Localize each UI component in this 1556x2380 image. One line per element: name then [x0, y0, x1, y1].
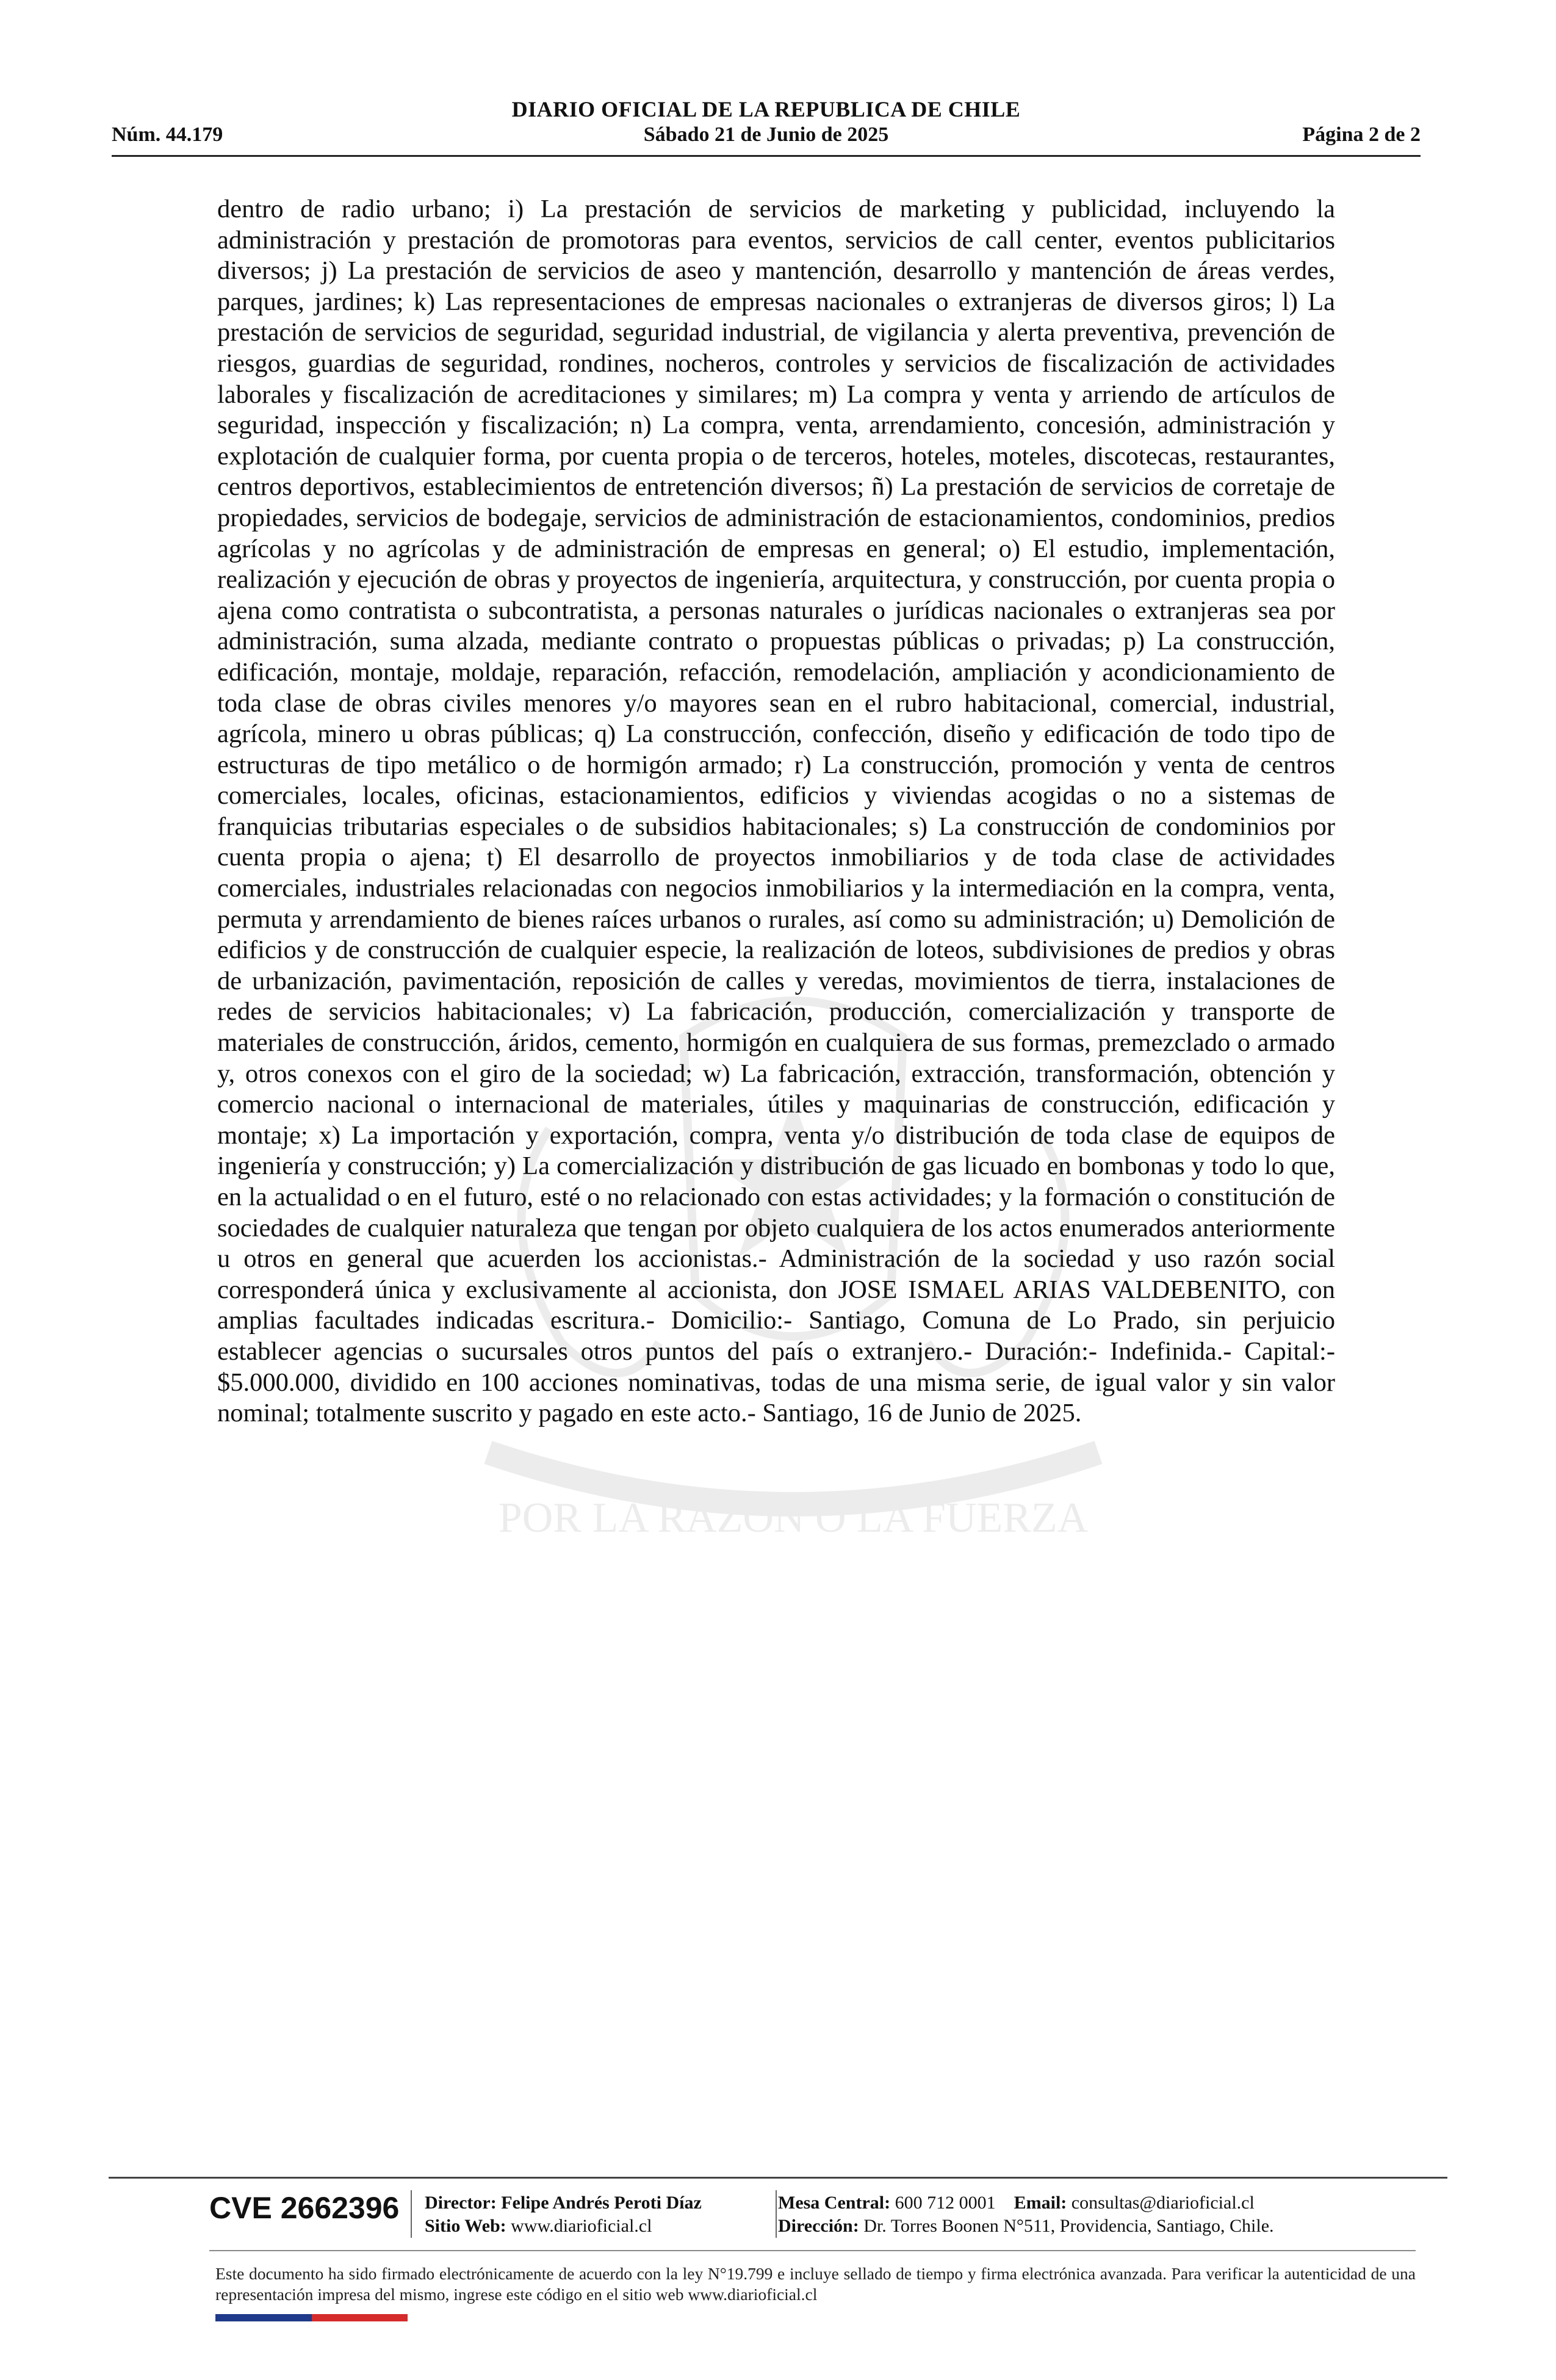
footer-contact-column: [778, 2191, 1274, 2238]
body-paragraph: dentro de radio urbano; i) La prestación de servicios de marketing y publicidad, incluyendo la administración y prestación de promotoras para eventos, servicios de call center, eventos publicitarios diversos; j) La prestación de servicios de aseo y mantención, desarrollo y mantención de áreas verdes, parques, jardines; k) Las representaciones de empresas nacionales o extranjeras de diversos giros; l) La prestación de servicios de seguridad, seguridad industrial, de vigilancia y alerta preventiva, prevención de riesgos, guardias de seguridad, rondines, nocheros, controles y servicios de fiscalización de actividades laborales y fiscalización de acreditaciones y similares; m) La compra y venta y arriendo de artículos de seguridad, inspección y fiscalización; n) La compra, venta, arrendamiento, concesión, administración y explotación de cualquier forma, por cuenta propia o de terceros, hoteles, moteles, discotecas, restaurantes, centros deportivos, establecimientos de entretención diversos; ñ) La prestación de servicios de corretaje de propiedades, servicios de bodegaje, servicios de administración de estacionamientos, condominios, predios agrícolas y no agrícolas y de administración de empresas en general; o) El estudio, implementación, realización y ejecución de obras y proyectos de ingeniería, arquitectura, y construcción, por cuenta propia o ajena como contratista o subcontratista, a personas naturales o jurídicas nacionales o extranjeras sea por administración, suma alzada, mediante contrato o propuestas públicas o privadas; p) La construcción, edificación, montaje, moldaje, reparación, refacción, remodelación, ampliación y acondicionamiento de toda clase de obras civiles menores y/o mayores sean en el rubro habitacional, comercial, industrial, agrícola, minero u obras públicas; q) La construcción, confección, diseño y edificación de todo tipo de estructuras de tipo metálico o de hormigón armado; r) La construcción, promoción y venta de centros comerciales, locales, oficinas, estacionamientos, edificios y viviendas acogidas o no a sistemas de franquicias tributarias especiales o de subsidios habitacionales; s) La construcción de condominios por cuenta propia o ajena; t) El desarrollo de proyectos inmobiliarios y de toda clase de actividades comerciales, industriales relacionadas con negocios inmobiliarios y la intermediación en la compra, venta, permuta y arrendamiento de bienes raíces urbanos o rurales, así como su administración; u) Demolición de edificios y de construcción de cualquier especie, la realización de loteos, subdivisiones de predios y obras de urbanización, pavimentación, reposición de calles y veredas, movimientos de tierra, instalaciones de redes de servicios habitacionales; v) La fabricación, producción, comercialización y transporte de materiales de construcción, áridos, cemento, hormigón en cualquiera de sus formas, premezclado o armado y, otros conexos con el giro de la sociedad; w) La fabricación, extracción, transformación, obtención y comercio nacional o internacional de materiales, útiles y maquinarias de construcción, edificación y montaje; x) La importación y exportación, compra, venta y/o distribución de toda clase de equipos de ingeniería y construcción; y) La comercialización y distribución de gas licuado en bombonas y todo lo que, en la actualidad o en el futuro, esté o no relacionado con estas actividades; y la formación o constitución de sociedades de cualquier naturaleza que tengan por objeto cualquiera de los actos enumerados anteriormente u otros en general que acuerden los accionistas.- Administración de la sociedad y uso razón social corresponderá única y exclusivamente al accionista, don JOSE ISMAEL ARIAS VALDEBENITO, con amplias facultades indicadas escritura.- Domicilio:- Santiago, Comuna de Lo Prado, sin perjuicio establecer agencias o sucursales otros puntos del país o extranjero.- Duración:- Indefinida.- Capital:- $5.000.000, dividido en 100 acciones nominativas, todas de una misma serie, de igual valor y sin valor nominal; totalmente suscrito y pagado en este acto.- Santiago, 16 de Junio de 2025.: [217, 195, 1335, 1428]
page-indicator: Página 2 de 2: [1302, 123, 1421, 146]
site-label: Sitio Web:: [425, 2216, 506, 2236]
watermark-motto: POR LA RAZÓN O LA FUERZA: [498, 1495, 1089, 1542]
footer-inner-rule: [209, 2250, 1416, 2251]
flag-blue-segment: [215, 2314, 312, 2321]
flag-red-segment: [312, 2314, 408, 2321]
header-rule: [112, 155, 1421, 157]
footer-director-column: [425, 2191, 702, 2238]
footer-divider: [776, 2190, 777, 2238]
legal-notice: Este documento ha sido firmado electrónicamente de acuerdo con la ley N°19.799 e incluye sellado de tiempo y firma electrónica avanzada. Para verificar la autenticidad de una representación impresa del mismo, ingrese este código en el sitio web www.diarioficial.cl: [215, 2264, 1416, 2304]
publication-title: DIARIO OFICIAL DE LA REPUBLICA DE CHILE: [511, 97, 1021, 121]
mesa-phone: 600 712 0001: [895, 2193, 996, 2213]
email-link[interactable]: consultas@diarioficial.cl: [1071, 2193, 1255, 2213]
address-value: Dr. Torres Boonen N°511, Providencia, Santiago, Chile.: [863, 2216, 1274, 2236]
footer-divider: [411, 2190, 412, 2238]
issue-date: Sábado 21 de Junio de 2025: [643, 123, 889, 146]
cve-code: CVE 2662396: [209, 2191, 400, 2225]
site-link[interactable]: www.diarioficial.cl: [511, 2216, 652, 2236]
page-header: [112, 92, 1421, 159]
issue-number: Núm. 44.179: [112, 123, 223, 146]
email-label: Email:: [1014, 2193, 1067, 2213]
address-label: Dirección:: [778, 2216, 859, 2236]
director-name: Felipe Andrés Peroti Díaz: [501, 2193, 702, 2213]
mesa-label: Mesa Central:: [778, 2193, 891, 2213]
page-footer: [109, 2177, 1447, 2323]
flag-color-bar: [215, 2314, 408, 2321]
director-label: Director:: [425, 2193, 497, 2213]
footer-rule: [109, 2177, 1447, 2179]
